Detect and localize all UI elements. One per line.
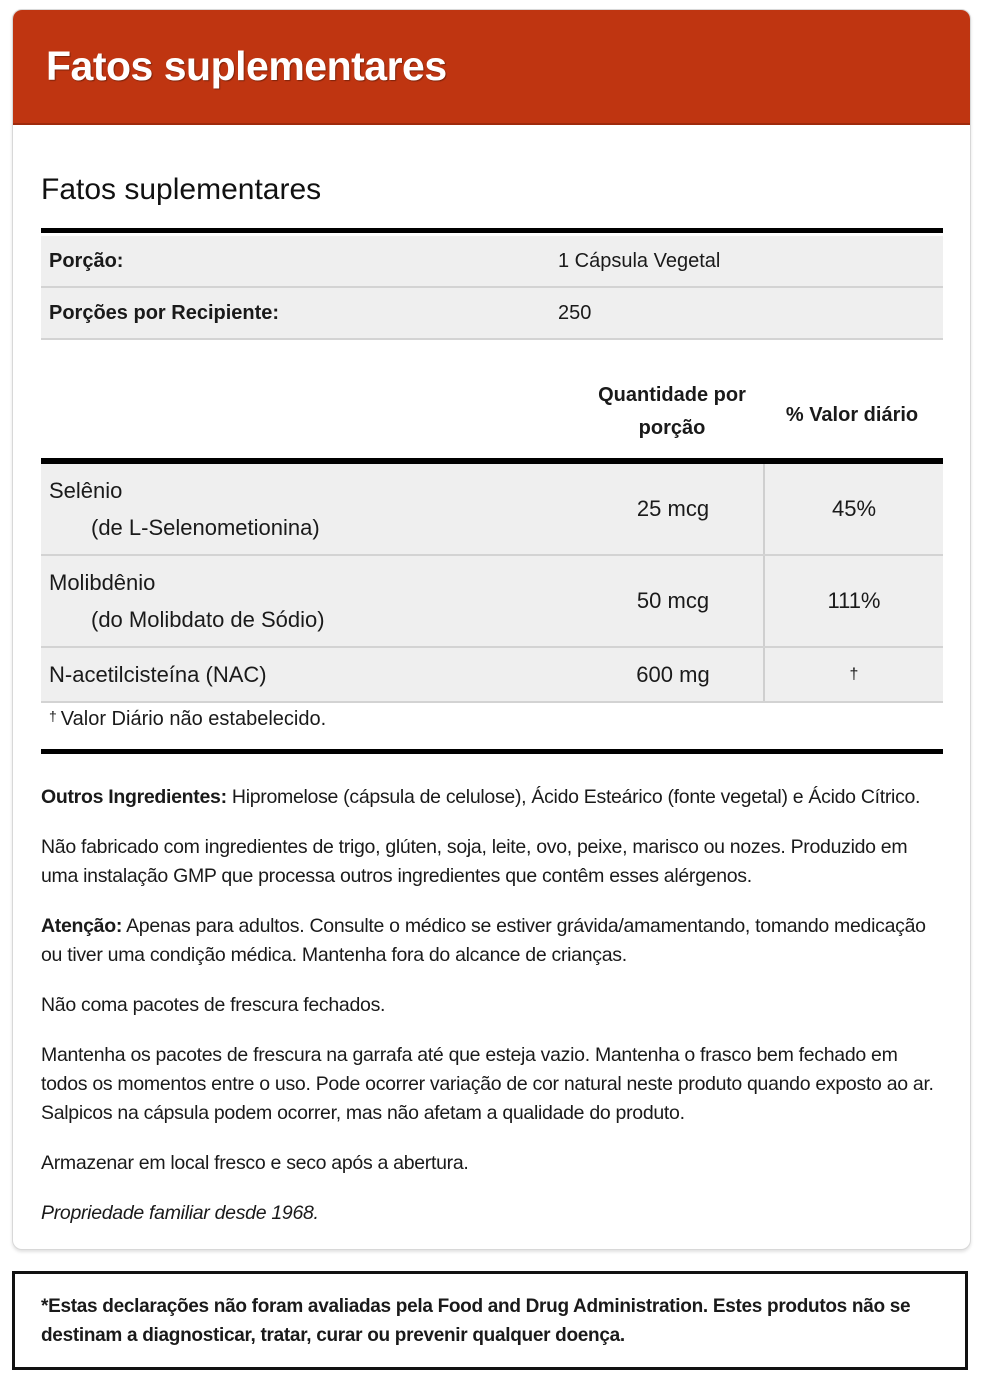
other-ingredients [41,783,943,812]
header-title: Fatos suplementares [46,43,447,89]
allergen-statement: Não fabricado com ingredientes de trigo, glúten, soja, leite, ovo, peixe, marisco ou nozes. Produzido em uma instalação GMP que processa outros ingredientes que contêm esses alérgenos. [41,836,908,887]
header-amount: Quantidade por porção [598,384,746,439]
servings-per-container-row [41,288,943,340]
nutrient-table [41,464,943,703]
divider-thick [41,228,943,233]
servings-per-container-label: Porções por Recipiente: [49,301,280,324]
warning-text: Apenas para adultos. Consulte o médico se estiver grávida/amamentando, tomando medicação ou tiver uma condição médica. Mantenha fora do alcance de crianças. [41,915,926,966]
header-name-spacer [41,375,583,455]
daily-value-footnote [49,708,326,731]
serving-table [41,236,943,340]
facts-title: Fatos suplementares [41,173,322,206]
freshness-note: Não coma pacotes de frescura fechados. [41,994,386,1016]
fda-disclaimer: *Estas declarações não foram avaliadas pela Food and Drug Administration. Estes produtos não se destinam a diagnosticar, tratar, curar ou prevenir qualquer doença. [12,1271,968,1370]
nutrient-name-cell [41,648,583,701]
nutrient-name: N-acetilcisteína (NAC) [49,662,267,687]
product-info [41,783,943,1249]
nutrient-amount: 600 mg [583,648,765,701]
divider-thick [41,749,943,754]
dagger-symbol: † [49,708,57,724]
warning [41,912,943,970]
nutrient-source: (de L-Selenometionina) [91,515,320,540]
nutrient-daily-value: † [849,665,859,683]
table-row [41,556,943,648]
nutrient-amount: 50 mcg [583,556,765,646]
storage-packets-note: Mantenha os pacotes de frescura na garrafa até que esteja vazio. Mantenha o frasco bem fechado em todos os momentos entre o uso. Pode ocorrer variação de cor natural neste produto quando exposto ao ar. Salpicos na cápsula podem ocorrer, mas não afetam a qualidade do produto. [41,1044,934,1124]
nutrient-name: Molibdênio [49,570,156,595]
card-header [13,10,970,125]
nutrient-source: (do Molibdato de Sódio) [91,607,325,632]
serving-size-label: Porção: [49,249,124,272]
serving-size-value: 1 Cápsula Vegetal [558,249,721,272]
serving-size-row [41,236,943,288]
warning-label: Atenção: [41,915,123,937]
footnote-text: Valor Diário não estabelecido. [60,708,327,730]
nutrient-daily-value: 45% [831,496,877,521]
nutrient-name-cell [41,556,583,646]
supplement-facts-card [12,9,971,1250]
other-ingredients-label: Outros Ingredientes: [41,786,227,808]
table-row [41,464,943,556]
servings-per-container-value: 250 [558,301,592,324]
family-owned-note: Propriedade familiar desde 1968. [41,1202,319,1224]
other-ingredients-text: Hipromelose (cápsula de celulose), Ácido Esteárico (fonte vegetal) e Ácido Cítrico. [231,786,921,808]
nutrient-name: Selênio [49,478,123,503]
nutrient-amount: 25 mcg [583,464,765,554]
nutrient-name-cell [41,464,583,554]
storage-note: Armazenar em local fresco e seco após a abertura. [41,1152,469,1174]
nutrient-table-header [41,375,943,455]
header-daily-value: % Valor diário [785,403,919,426]
table-row [41,648,943,703]
nutrient-daily-value: 111% [827,588,881,613]
